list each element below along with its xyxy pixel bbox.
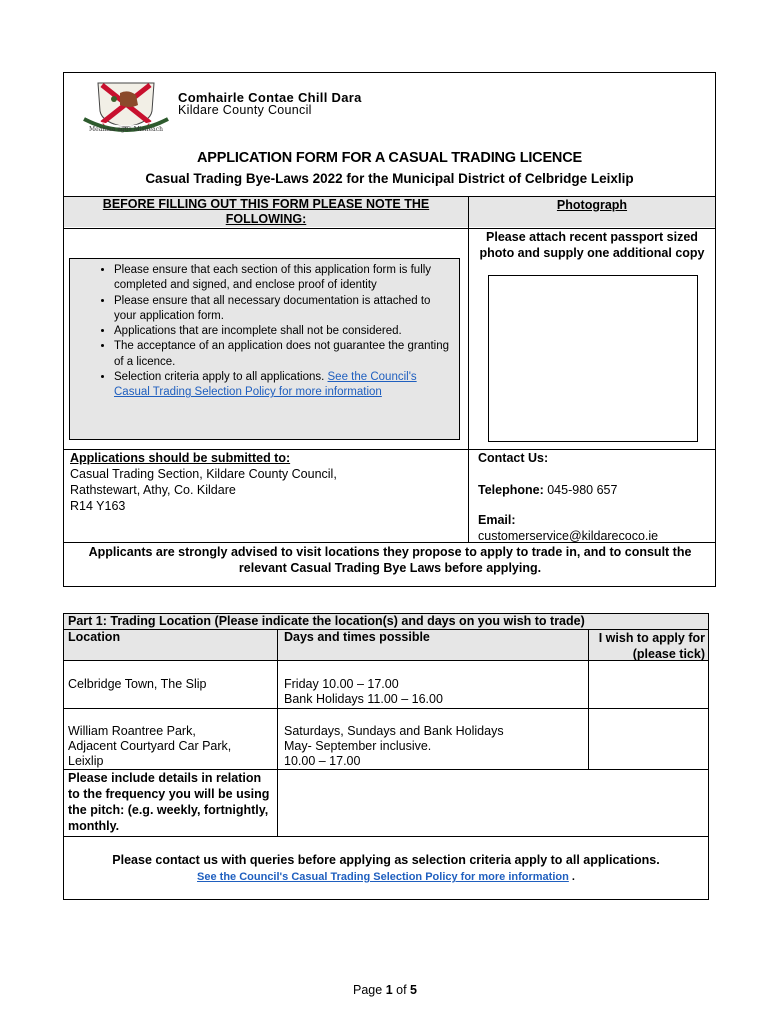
page-current: 1 bbox=[385, 983, 393, 997]
council-name-english: Kildare County Council bbox=[178, 103, 312, 117]
location-line: Adjacent Courtyard Car Park, bbox=[68, 739, 232, 753]
photograph-instruction: Please attach recent passport sized photo and supply one additional copy bbox=[479, 230, 705, 260]
photograph-box[interactable] bbox=[488, 275, 698, 442]
logo-motto: Meanma agus Misneach bbox=[89, 126, 163, 133]
address-line: Rathstewart, Athy, Co. Kildare bbox=[70, 483, 236, 497]
apply-tick-cell[interactable] bbox=[589, 709, 708, 769]
column-header-location: Location bbox=[68, 630, 121, 644]
telephone bbox=[478, 483, 617, 497]
times-cell bbox=[284, 724, 504, 769]
link-suffix: . bbox=[571, 871, 575, 883]
policy-link-line bbox=[63, 871, 709, 883]
contact-note: Please contact us with queries before applying as selection criteria apply to all applications. bbox=[112, 853, 660, 867]
part1-heading: Part 1: Trading Location (Please indicate the location(s) and days on you wish to trade) bbox=[68, 614, 585, 628]
note-item: • The acceptance of an application does not guarantee the granting of a licence. bbox=[114, 339, 451, 370]
notes-heading: BEFORE FILLING OUT THIS FORM PLEASE NOTE THE FOLLOWING: bbox=[64, 197, 468, 227]
note-item: • Applications that are incomplete shall not be considered. bbox=[114, 324, 451, 339]
telephone-number[interactable]: 045-980 657 bbox=[547, 483, 618, 497]
column-divider bbox=[468, 196, 469, 542]
page-total: 5 bbox=[410, 983, 417, 997]
note-item: • Please ensure that all necessary documentation is attached to your application form. bbox=[114, 294, 451, 325]
location-line: Leixlip bbox=[68, 754, 104, 768]
contact-heading: Contact Us: bbox=[478, 451, 549, 465]
times-line: Friday 10.00 – 17.00 bbox=[284, 677, 399, 691]
address-line: R14 Y163 bbox=[70, 499, 126, 513]
photograph-heading: Photograph bbox=[469, 197, 715, 227]
submission-heading: Applications should be submitted to: bbox=[70, 451, 291, 465]
times-cell bbox=[284, 677, 443, 707]
frequency-input[interactable] bbox=[278, 770, 708, 836]
location-line: William Roantree Park, bbox=[68, 724, 196, 738]
page-label: Page bbox=[353, 983, 383, 997]
apply-tick-cell[interactable] bbox=[589, 661, 708, 708]
times-line: May- September inclusive. bbox=[284, 739, 432, 753]
divider bbox=[63, 449, 716, 450]
page-of: of bbox=[396, 983, 407, 997]
email-address[interactable]: customerservice@kildarecoco.ie bbox=[478, 529, 659, 543]
address-line: Casual Trading Section, Kildare County Council, bbox=[70, 467, 337, 481]
council-crest-logo bbox=[80, 79, 172, 137]
note-item bbox=[114, 370, 451, 401]
column-header-times: Days and times possible bbox=[284, 630, 430, 644]
form-title: APPLICATION FORM FOR A CASUAL TRADING LICENCE bbox=[197, 150, 582, 166]
advisory-note: Applicants are strongly advised to visit locations they propose to apply to trade in, and to consult the relevant Casual Trading Bye Laws before applying. bbox=[88, 545, 692, 575]
times-line: Saturdays, Sundays and Bank Holidays bbox=[284, 724, 504, 738]
submission-address bbox=[70, 466, 337, 514]
times-line: 10.00 – 17.00 bbox=[284, 754, 361, 768]
council-name-irish: Comhairle Contae Chill Dara bbox=[178, 90, 362, 105]
note-item: • Please ensure that each section of this application form is fully completed and signed, and enclose proof of identity bbox=[114, 263, 451, 294]
frequency-prompt: Please include details in relation to the frequency you will be using the pitch: (e.g. weekly, fortnightly, monthly. bbox=[68, 771, 270, 833]
form-subtitle: Casual Trading Bye-Laws 2022 for the Municipal District of Celbridge Leixlip bbox=[145, 171, 634, 186]
location-cell: Celbridge Town, The Slip bbox=[68, 677, 207, 691]
telephone-label: Telephone: bbox=[478, 483, 544, 497]
divider bbox=[63, 836, 709, 837]
note-item-text: Selection criteria apply to all applications. bbox=[114, 371, 325, 384]
selection-policy-link[interactable]: See the Council's Casual Trading Selection Policy for more information bbox=[197, 871, 569, 883]
notes-list bbox=[70, 259, 459, 401]
notes-box bbox=[69, 258, 460, 440]
selection-policy-link[interactable]: See the Council's Casual Trading Selection Policy for more information bbox=[114, 371, 417, 399]
times-line: Bank Holidays 11.00 – 16.00 bbox=[284, 692, 443, 706]
page-number bbox=[0, 983, 770, 997]
email-label: Email: bbox=[478, 513, 516, 527]
location-cell bbox=[68, 724, 231, 769]
column-header-apply: I wish to apply for (please tick) bbox=[598, 631, 705, 661]
